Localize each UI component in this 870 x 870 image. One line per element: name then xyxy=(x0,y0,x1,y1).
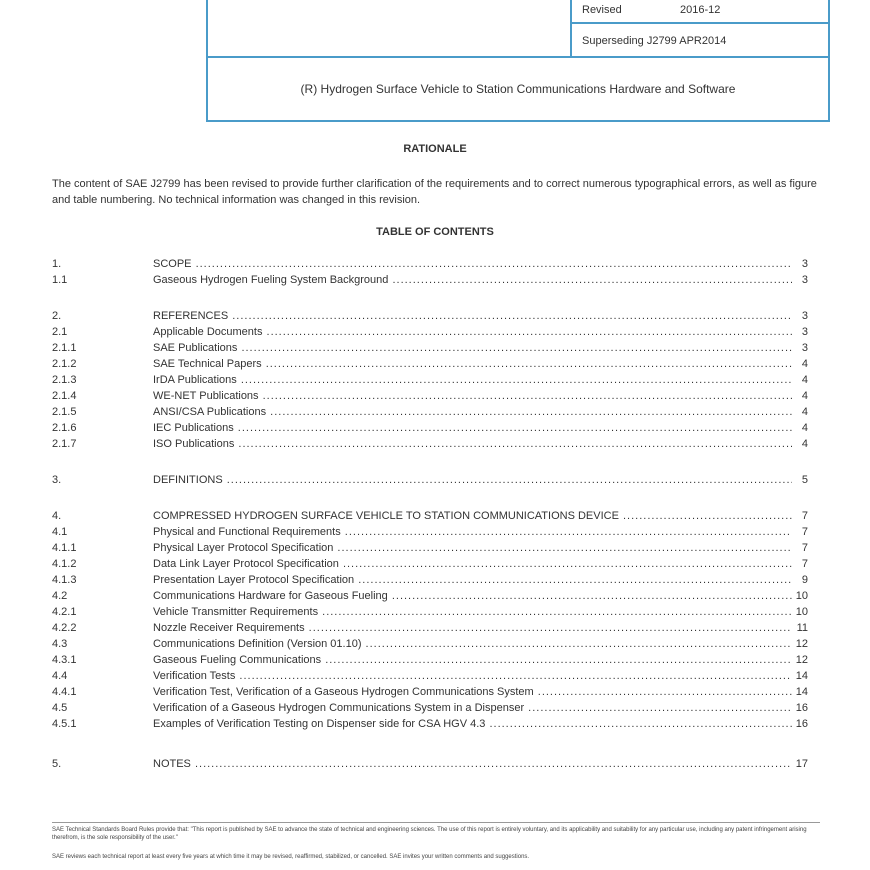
toc-entry-page: 4 xyxy=(801,390,808,402)
toc-entry-title: Verification of a Gaseous Hydrogen Communications System in a Dispenser ..... xyxy=(153,702,792,714)
toc-entry-number: 4.2 xyxy=(52,590,68,602)
toc-entry-number: 4.1.3 xyxy=(52,574,77,586)
toc-entry[interactable] xyxy=(52,654,808,670)
toc-entry[interactable] xyxy=(52,702,808,718)
toc-entry-title: Communications Definition (Version 01.10) ..... xyxy=(153,638,792,650)
toc-entry[interactable] xyxy=(52,390,808,406)
toc-entry-number: 4.4 xyxy=(52,670,68,682)
toc-entry-number: 4.1 xyxy=(52,526,68,538)
toc-entry-title: REFERENCES ..... xyxy=(153,310,792,322)
toc-entry-page: 3 xyxy=(801,274,808,286)
toc-entry-title: Data Link Layer Protocol Specification ..... xyxy=(153,558,792,570)
toc-entry[interactable] xyxy=(52,474,808,490)
superseding-text: Superseding J2799 APR2014 xyxy=(582,35,727,47)
toc-entry-number: 4.1.2 xyxy=(52,558,77,570)
toc-entry-number: 2.1.3 xyxy=(52,374,77,386)
toc-entry-page: 4 xyxy=(801,438,808,450)
toc-entry-page: 4 xyxy=(801,406,808,418)
toc-entry-page: 16 xyxy=(795,718,808,730)
toc-entry-number: 4.1.1 xyxy=(52,542,77,554)
toc-entry-number: 4.3.1 xyxy=(52,654,77,666)
toc-entry[interactable] xyxy=(52,622,808,638)
toc-entry-title: SAE Technical Papers ..... xyxy=(153,358,792,370)
revised-label: Revised xyxy=(582,4,622,16)
toc-entry[interactable] xyxy=(52,686,808,702)
toc-entry-page: 9 xyxy=(801,574,808,586)
toc-entry[interactable] xyxy=(52,258,808,274)
toc-entry[interactable] xyxy=(52,590,808,606)
header-top-section xyxy=(208,0,828,58)
toc-entry-number: 4.2.2 xyxy=(52,622,77,634)
footer-rules-text: SAE Technical Standards Board Rules provide that: "This report is published by SAE to advance the state of technical and engineering sciences. The use of this report is entirely voluntary, and its applicability and suitability for any particular use, including any patent infringement arising therefrom, is the sole responsibility of the user." xyxy=(52,827,807,841)
toc-entry[interactable] xyxy=(52,358,808,374)
toc-entry-page: 4 xyxy=(801,422,808,434)
toc-entry-number: 4.4.1 xyxy=(52,686,77,698)
toc-entry-title: Vehicle Transmitter Requirements ..... xyxy=(153,606,792,618)
toc-entry-page: 11 xyxy=(796,622,808,634)
toc-entry-page: 7 xyxy=(801,558,808,570)
toc-entry-page: 12 xyxy=(795,638,808,650)
footer-divider xyxy=(52,822,820,823)
toc-entry-title: Physical Layer Protocol Specification ..... xyxy=(153,542,792,554)
toc-entry-number: 2.1.7 xyxy=(52,438,77,450)
toc-entry-title: IEC Publications ..... xyxy=(153,422,792,434)
toc-entry-title: IrDA Publications ..... xyxy=(153,374,792,386)
toc-entry-title: Gaseous Fueling Communications ..... xyxy=(153,654,792,666)
toc-entry-number: 4.5 xyxy=(52,702,68,714)
toc-entry-page: 3 xyxy=(801,310,808,322)
toc-entry-page: 4 xyxy=(801,358,808,370)
toc-entry-title: Presentation Layer Protocol Specification ..... xyxy=(153,574,792,586)
rationale-paragraph: The content of SAE J2799 has been revised to provide further clarification of the requirements and to correct numerous typographical errors, as well as figure and table numbering. No technical information was changed in this revision. xyxy=(52,178,817,206)
toc-entry-page: 10 xyxy=(795,606,808,618)
toc-entry-page: 7 xyxy=(801,510,808,522)
toc-entry-title: Verification Tests ..... xyxy=(153,670,792,682)
toc-entry[interactable] xyxy=(52,574,808,590)
toc-entry-page: 4 xyxy=(801,374,808,386)
toc-entry-page: 16 xyxy=(795,702,808,714)
revised-date: 2016-12 xyxy=(680,4,721,16)
toc-entry-title: ISO Publications ..... xyxy=(153,438,792,450)
toc-entry-page: 3 xyxy=(801,258,808,270)
rationale-heading: RATIONALE xyxy=(403,143,467,155)
toc-entry[interactable] xyxy=(52,510,808,526)
toc-entry[interactable] xyxy=(52,422,808,438)
toc-entry-number: 4.2.1 xyxy=(52,606,77,618)
toc-entry-page: 7 xyxy=(801,542,808,554)
toc-entry-number: 4. xyxy=(52,510,62,522)
toc-entry-number: 2.1.5 xyxy=(52,406,77,418)
toc-entry-title: DEFINITIONS ..... xyxy=(153,474,792,486)
toc-entry-title: SCOPE ..... xyxy=(153,258,792,270)
toc-entry-title: NOTES ..... xyxy=(153,758,792,770)
toc-entry-title: SAE Publications ..... xyxy=(153,342,792,354)
toc-entry-title: Verification Test, Verification of a Gaseous Hydrogen Communications System ..... xyxy=(153,686,792,698)
toc-entry-number: 2.1.2 xyxy=(52,358,77,370)
toc-entry-title: WE-NET Publications ..... xyxy=(153,390,792,402)
toc-entry-title: Physical and Functional Requirements ..... xyxy=(153,526,792,538)
toc-entry[interactable] xyxy=(52,558,808,574)
toc-entry-page: 10 xyxy=(795,590,808,602)
toc-entry[interactable] xyxy=(52,342,808,358)
toc-entry[interactable] xyxy=(52,670,808,686)
toc-entry-number: 2. xyxy=(52,310,62,322)
toc-entry-page: 12 xyxy=(795,654,808,666)
toc-entry-page: 14 xyxy=(795,670,808,682)
toc-entry[interactable] xyxy=(52,758,808,774)
toc-entry-title: Applicable Documents ..... xyxy=(153,326,792,338)
toc-entry-number: 5. xyxy=(52,758,62,770)
toc-entry[interactable] xyxy=(52,406,808,422)
document-header-box xyxy=(206,0,830,122)
revision-info xyxy=(570,0,830,56)
toc-entry-title: Examples of Verification Testing on Dispenser side for CSA HGV 4.3 ..... xyxy=(153,718,792,730)
toc-entry-page: 5 xyxy=(801,474,808,486)
toc-entry-number: 2.1.4 xyxy=(52,390,77,402)
toc-entry-number: 3. xyxy=(52,474,62,486)
toc-entry[interactable] xyxy=(52,606,808,622)
toc-entry-page: 7 xyxy=(801,526,808,538)
toc-entry[interactable] xyxy=(52,310,808,326)
toc-entry-number: 2.1 xyxy=(52,326,68,338)
toc-entry[interactable] xyxy=(52,638,808,654)
footer-review-text: SAE reviews each technical report at least every five years at which time it may be revised, reaffirmed, stabilized, or cancelled. SAE invites your written comments and suggestions. xyxy=(52,854,530,860)
toc-entry[interactable] xyxy=(52,274,808,290)
toc-entry-title: Gaseous Hydrogen Fueling System Background ..... xyxy=(153,274,792,286)
toc-entry-number: 4.3 xyxy=(52,638,68,650)
toc-entry-page: 14 xyxy=(795,686,808,698)
superseding-row xyxy=(572,24,830,54)
toc-entry-number: 1. xyxy=(52,258,62,270)
document-title: (R) Hydrogen Surface Vehicle to Station Communications Hardware and Software xyxy=(300,82,736,96)
toc-entry[interactable] xyxy=(52,438,808,454)
toc-entry-number: 1.1 xyxy=(52,274,68,286)
toc-entry-page: 3 xyxy=(801,326,808,338)
toc-entry[interactable] xyxy=(52,542,808,558)
toc-entry-number: 2.1.6 xyxy=(52,422,77,434)
toc-entry-number: 2.1.1 xyxy=(52,342,77,354)
toc-entry-title: Communications Hardware for Gaseous Fueling ..... xyxy=(153,590,792,602)
toc-entry-number: 4.5.1 xyxy=(52,718,77,730)
toc-entry-title: COMPRESSED HYDROGEN SURFACE VEHICLE TO STATION COMMUNICATIONS DEVICE ..... xyxy=(153,510,792,522)
toc-entry-title: Nozzle Receiver Requirements ..... xyxy=(153,622,792,634)
toc-entry-page: 17 xyxy=(795,758,808,770)
revised-row xyxy=(572,0,830,24)
toc-entry[interactable] xyxy=(52,374,808,390)
toc-entry[interactable] xyxy=(52,526,808,542)
toc-heading: TABLE OF CONTENTS xyxy=(376,226,494,238)
toc-entry-title: ANSI/CSA Publications ..... xyxy=(153,406,792,418)
toc-entry[interactable] xyxy=(52,326,808,342)
toc-entry-page: 3 xyxy=(801,342,808,354)
toc-entry[interactable] xyxy=(52,718,808,734)
